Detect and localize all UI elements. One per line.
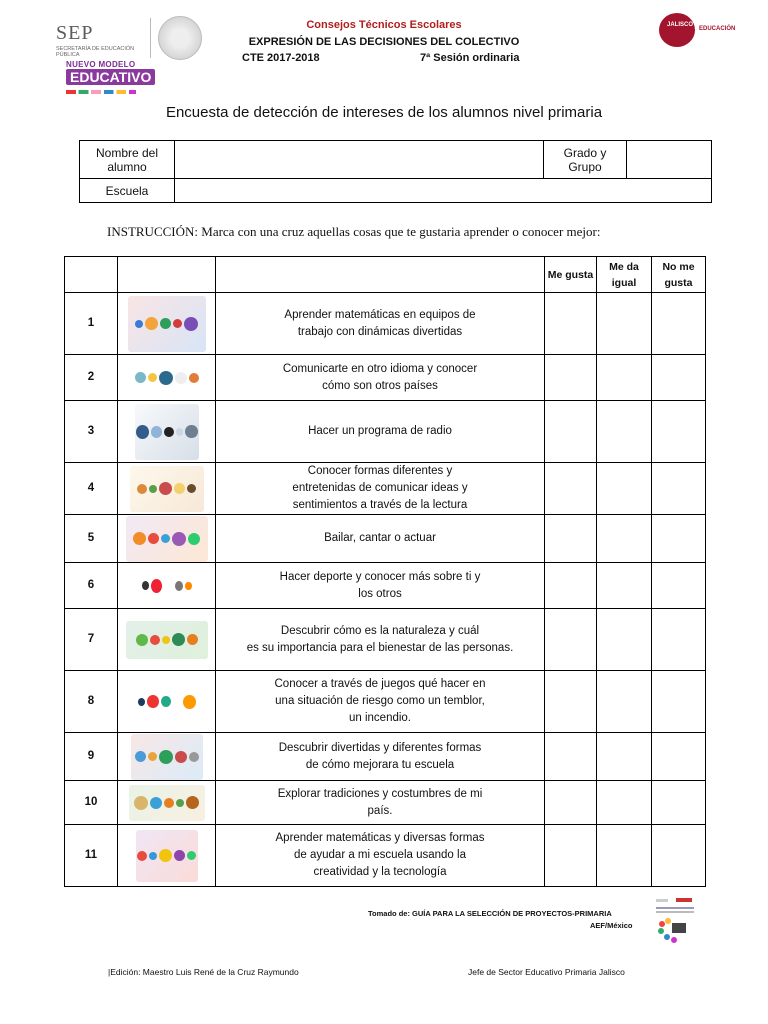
activity-text <box>216 825 545 887</box>
activity-line: es su importancia para el bienestar de las personas. <box>246 641 514 654</box>
activity-text <box>216 563 545 609</box>
me-gusta-checkbox[interactable] <box>545 609 597 671</box>
me-da-igual-checkbox[interactable] <box>597 825 652 887</box>
no-me-gusta-checkbox[interactable] <box>652 293 706 355</box>
survey-row <box>65 563 706 609</box>
no-me-gusta-checkbox[interactable] <box>652 609 706 671</box>
me-da-igual-checkbox[interactable] <box>597 733 652 781</box>
school-label: Escuela <box>80 179 175 203</box>
activity-line: Explorar tradiciones y costumbres de mi <box>277 787 483 800</box>
survey-row <box>65 609 706 671</box>
survey-row <box>65 401 706 463</box>
row-picture-cell <box>118 563 216 609</box>
header-activity-cell <box>216 257 545 293</box>
nuevo-modelo-logo <box>66 60 162 94</box>
activity-line: Aprender matemáticas y diversas formas <box>275 832 485 844</box>
no-me-gusta-checkbox[interactable] <box>652 401 706 463</box>
row-number: 8 <box>65 671 118 733</box>
conversation-picture <box>126 359 208 397</box>
no-me-gusta-checkbox[interactable] <box>652 733 706 781</box>
row-number: 6 <box>65 563 118 609</box>
me-da-igual-checkbox[interactable] <box>597 463 652 515</box>
source-prefix: Tomado de: <box>368 909 413 918</box>
teamwork-picture <box>128 296 206 352</box>
header-me-gusta: Me gusta <box>545 257 597 293</box>
survey-header-row <box>65 257 706 293</box>
row-number: 1 <box>65 293 118 355</box>
activity-text <box>216 355 545 401</box>
row-number: 7 <box>65 609 118 671</box>
source-org: AEF/México <box>590 921 633 930</box>
activity-line: país. <box>367 804 393 817</box>
row-picture-cell <box>118 401 216 463</box>
me-gusta-checkbox[interactable] <box>545 563 597 609</box>
source-note <box>368 909 612 918</box>
row-picture-cell <box>118 825 216 887</box>
school-picture <box>131 734 203 780</box>
row-number: 5 <box>65 515 118 563</box>
me-da-igual-checkbox[interactable] <box>597 355 652 401</box>
me-gusta-checkbox[interactable] <box>545 515 597 563</box>
emergency-picture <box>137 682 197 722</box>
activity-line: de ayudar a mi escuela usando la <box>294 849 466 861</box>
grade-group-label: Grado y Grupo <box>544 141 627 179</box>
grade-group-field[interactable] <box>627 141 712 179</box>
instruction-text: INSTRUCCIÓN: Marca con una cruz aquellas cosas que te gustaria aprender o conocer mejor: <box>107 224 601 239</box>
header-no-me-gusta: No me gusta <box>652 257 706 293</box>
me-gusta-checkbox[interactable] <box>545 401 597 463</box>
no-me-gusta-checkbox[interactable] <box>652 563 706 609</box>
student-name-field[interactable] <box>175 141 544 179</box>
row-picture-cell <box>118 293 216 355</box>
row-picture-cell <box>118 609 216 671</box>
activity-line: entretenidas de comunicar ideas y <box>292 482 468 494</box>
activity-text <box>216 515 545 563</box>
activity-line: Descubrir cómo es la naturaleza y cuál <box>280 624 480 637</box>
nature-picture <box>126 621 208 659</box>
row-number: 4 <box>65 463 118 515</box>
student-name-label: Nombre del alumno <box>80 141 175 179</box>
survey-row <box>65 355 706 401</box>
me-gusta-checkbox[interactable] <box>545 825 597 887</box>
no-me-gusta-checkbox[interactable] <box>652 671 706 733</box>
activity-line: una situación de riesgo como un temblor, <box>275 695 485 707</box>
activity-line: cómo son otros países <box>322 379 438 392</box>
activity-line: trabajo con dinámicas divertidas <box>297 325 463 338</box>
header-number-cell <box>65 257 118 293</box>
survey-title: Encuesta de detección de intereses de los alumnos nivel primaria <box>165 104 603 121</box>
no-me-gusta-checkbox[interactable] <box>652 355 706 401</box>
me-gusta-checkbox[interactable] <box>545 355 597 401</box>
survey-row <box>65 671 706 733</box>
activity-line: los otros <box>358 587 402 600</box>
activity-line: un incendio. <box>348 712 412 724</box>
me-gusta-checkbox[interactable] <box>545 293 597 355</box>
row-picture-cell <box>118 463 216 515</box>
header-cycle: CTE 2017-2018 <box>242 52 320 64</box>
sep-logo-subtitle: SECRETARÍA DE EDUCACIÓN PÚBLICA <box>56 46 135 58</box>
dancing-picture <box>126 516 208 562</box>
nuevo-modelo-bottom: EDUCATIVO <box>66 69 155 85</box>
row-number: 9 <box>65 733 118 781</box>
me-gusta-checkbox[interactable] <box>545 463 597 515</box>
activity-text <box>216 401 545 463</box>
header-line-1: Consejos Técnicos Escolares <box>306 19 462 31</box>
activity-line: de cómo mejorara tu escuela <box>305 758 455 771</box>
row-picture-cell <box>118 515 216 563</box>
row-number: 10 <box>65 781 118 825</box>
row-number: 3 <box>65 401 118 463</box>
activity-text <box>216 609 545 671</box>
radio-picture <box>135 404 199 460</box>
activity-line: creatividad y la tecnología <box>313 866 447 878</box>
me-da-igual-checkbox[interactable] <box>597 563 652 609</box>
no-me-gusta-checkbox[interactable] <box>652 825 706 887</box>
activity-line: Comunicarte en otro idioma y conocer <box>282 362 478 375</box>
row-number: 11 <box>65 825 118 887</box>
sector-chief-credit: Jefe de Sector Educativo Primaria Jalisco <box>468 967 625 977</box>
aef-mexico-logo-icon <box>652 893 698 951</box>
me-da-igual-checkbox[interactable] <box>597 781 652 825</box>
survey-row <box>65 515 706 563</box>
activity-line: Bailar, cantar o actuar <box>324 532 436 544</box>
activity-text <box>216 781 545 825</box>
activity-line: Conocer a través de juegos qué hacer en <box>274 678 486 690</box>
no-me-gusta-checkbox[interactable] <box>652 781 706 825</box>
me-da-igual-checkbox[interactable] <box>597 401 652 463</box>
row-number: 2 <box>65 355 118 401</box>
no-me-gusta-checkbox[interactable] <box>652 515 706 563</box>
sep-logo-text: SEP <box>56 22 94 44</box>
me-da-igual-checkbox[interactable] <box>597 671 652 733</box>
me-gusta-checkbox[interactable] <box>545 781 597 825</box>
row-picture-cell <box>118 733 216 781</box>
survey-row <box>65 463 706 515</box>
source-title: GUÍA PARA LA SELECCIÓN DE PROYECTOS-PRIMARIA <box>412 909 612 918</box>
header-session: 7ª Sesión ordinaria <box>420 52 520 64</box>
reading-picture <box>130 466 204 512</box>
school-field[interactable] <box>175 179 712 203</box>
header-line-2: EXPRESIÓN DE LAS DECISIONES DEL COLECTIVO <box>248 36 520 48</box>
edition-credit: |Edición: Maestro Luis René de la Cruz Raymundo <box>108 967 299 977</box>
survey-row <box>65 781 706 825</box>
map-picture <box>129 785 205 821</box>
me-da-igual-checkbox[interactable] <box>597 515 652 563</box>
jalisco-logo-text: JALISCO <box>667 22 694 28</box>
survey-row <box>65 293 706 355</box>
survey-row <box>65 825 706 887</box>
activity-line: sentimientos a través de la lectura <box>292 499 468 511</box>
survey-body <box>65 293 706 887</box>
header-picture-cell <box>118 257 216 293</box>
student-info-table <box>79 140 712 203</box>
activity-line: Aprender matemáticas en equipos de <box>284 308 476 321</box>
nuevo-modelo-top: NUEVO MODELO <box>66 60 136 69</box>
jalisco-education-label: EDUCACIÓN <box>699 26 736 32</box>
activity-text <box>216 293 545 355</box>
me-da-igual-checkbox[interactable] <box>597 609 652 671</box>
activity-text <box>216 733 545 781</box>
activity-text <box>216 671 545 733</box>
jalisco-logo <box>659 13 695 47</box>
sports-balls-picture <box>141 567 193 605</box>
activity-line: Conocer formas diferentes y <box>307 465 453 477</box>
me-gusta-checkbox[interactable] <box>545 671 597 733</box>
technology-picture <box>136 830 198 882</box>
document-header <box>0 0 768 110</box>
activity-text <box>216 463 545 515</box>
row-picture-cell <box>118 355 216 401</box>
survey-row <box>65 733 706 781</box>
nuevo-modelo-dots <box>66 90 136 94</box>
me-gusta-checkbox[interactable] <box>545 733 597 781</box>
header-me-da-igual: Me da igual <box>597 257 652 293</box>
interest-survey-table <box>64 256 706 887</box>
me-da-igual-checkbox[interactable] <box>597 293 652 355</box>
row-picture-cell <box>118 781 216 825</box>
activity-line: Hacer un programa de radio <box>308 425 452 437</box>
no-me-gusta-checkbox[interactable] <box>652 463 706 515</box>
activity-line: Descubrir divertidas y diferentes formas <box>278 741 482 754</box>
row-picture-cell <box>118 671 216 733</box>
activity-line: Hacer deporte y conocer más sobre ti y <box>279 570 481 583</box>
